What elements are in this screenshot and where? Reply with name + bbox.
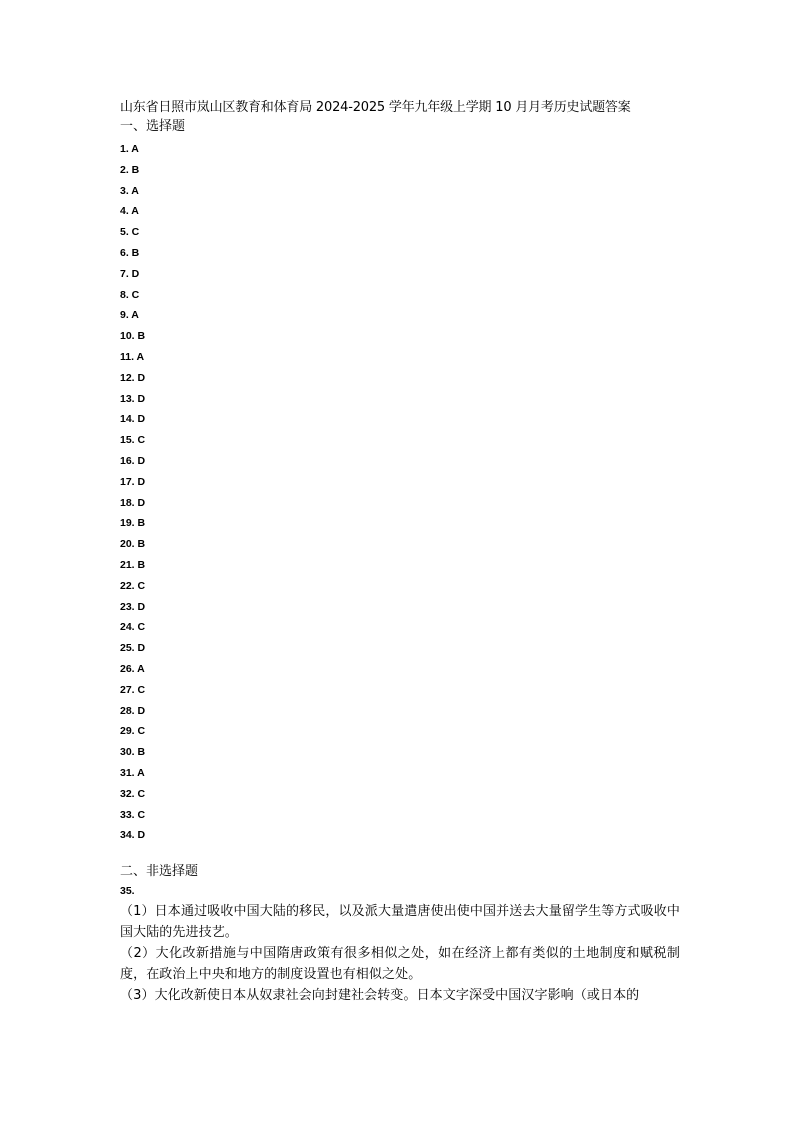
document-page bbox=[120, 98, 680, 1006]
answer-list bbox=[120, 139, 680, 846]
section-non-multiple-choice bbox=[120, 862, 680, 1006]
answer-item: 1. A bbox=[120, 143, 139, 155]
answer-item: 28. D bbox=[120, 704, 146, 717]
section-heading-multiple-choice: 一、选择题 bbox=[120, 119, 186, 134]
document-title: 山东省日照市岚山区教育和体育局 2024-2025 学年九年级上学期 10 月月考历史试题答案 bbox=[120, 100, 631, 115]
answer-item: 34. D bbox=[120, 829, 146, 842]
answer-item: 17. D bbox=[120, 475, 146, 488]
answer-item: 33. C bbox=[120, 808, 146, 821]
answer-item: 20. B bbox=[120, 538, 146, 551]
answer-item: 31. A bbox=[120, 766, 145, 779]
answer-item: 16. D bbox=[120, 454, 146, 467]
question-number: 35. bbox=[120, 885, 135, 898]
answer-item: 18. D bbox=[120, 496, 146, 509]
answer-paragraph-2: （2）大化改新措施与中国隋唐政策有很多相似之处，如在经济上都有类似的土地制度和赋税制度，在政治上中央和地方的制度设置也有相似之处。 bbox=[120, 946, 680, 983]
answer-item: 9. A bbox=[120, 309, 139, 322]
answer-item: 14. D bbox=[120, 413, 146, 426]
answer-item: 3. A bbox=[120, 184, 139, 197]
answer-item: 13. D bbox=[120, 392, 146, 405]
answer-item: 2. B bbox=[120, 163, 140, 176]
answer-item: 25. D bbox=[120, 642, 146, 655]
answer-item: 23. D bbox=[120, 600, 146, 613]
answer-item: 26. A bbox=[120, 662, 145, 675]
answer-paragraph-3: （3）大化改新使日本从奴隶社会向封建社会转变。日本文字深受中国汉字影响（或日本的 bbox=[120, 988, 640, 1004]
answer-item: 27. C bbox=[120, 683, 146, 696]
answer-item: 7. D bbox=[120, 267, 140, 280]
answer-item: 6. B bbox=[120, 246, 140, 259]
answer-item: 24. C bbox=[120, 621, 146, 634]
answer-item: 22. C bbox=[120, 579, 146, 592]
answer-item: 11. A bbox=[120, 350, 145, 363]
answer-item: 4. A bbox=[120, 205, 139, 218]
answer-item: 10. B bbox=[120, 330, 146, 343]
answer-item: 19. B bbox=[120, 517, 146, 530]
answer-item: 15. C bbox=[120, 434, 146, 447]
answer-item: 21. B bbox=[120, 558, 146, 571]
answer-item: 5. C bbox=[120, 226, 140, 239]
answer-item: 12. D bbox=[120, 371, 146, 384]
section-heading-non-multiple-choice: 二、非选择题 bbox=[120, 864, 199, 880]
answer-item: 32. C bbox=[120, 787, 146, 800]
answer-item: 8. C bbox=[120, 288, 140, 301]
answer-paragraph-1: （1）日本通过吸收中国大陆的移民，以及派大量遣唐使出使中国并送去大量留学生等方式吸收中国大陆的先进技艺。 bbox=[120, 904, 680, 941]
answer-item: 30. B bbox=[120, 746, 146, 759]
answer-item: 29. C bbox=[120, 725, 146, 738]
